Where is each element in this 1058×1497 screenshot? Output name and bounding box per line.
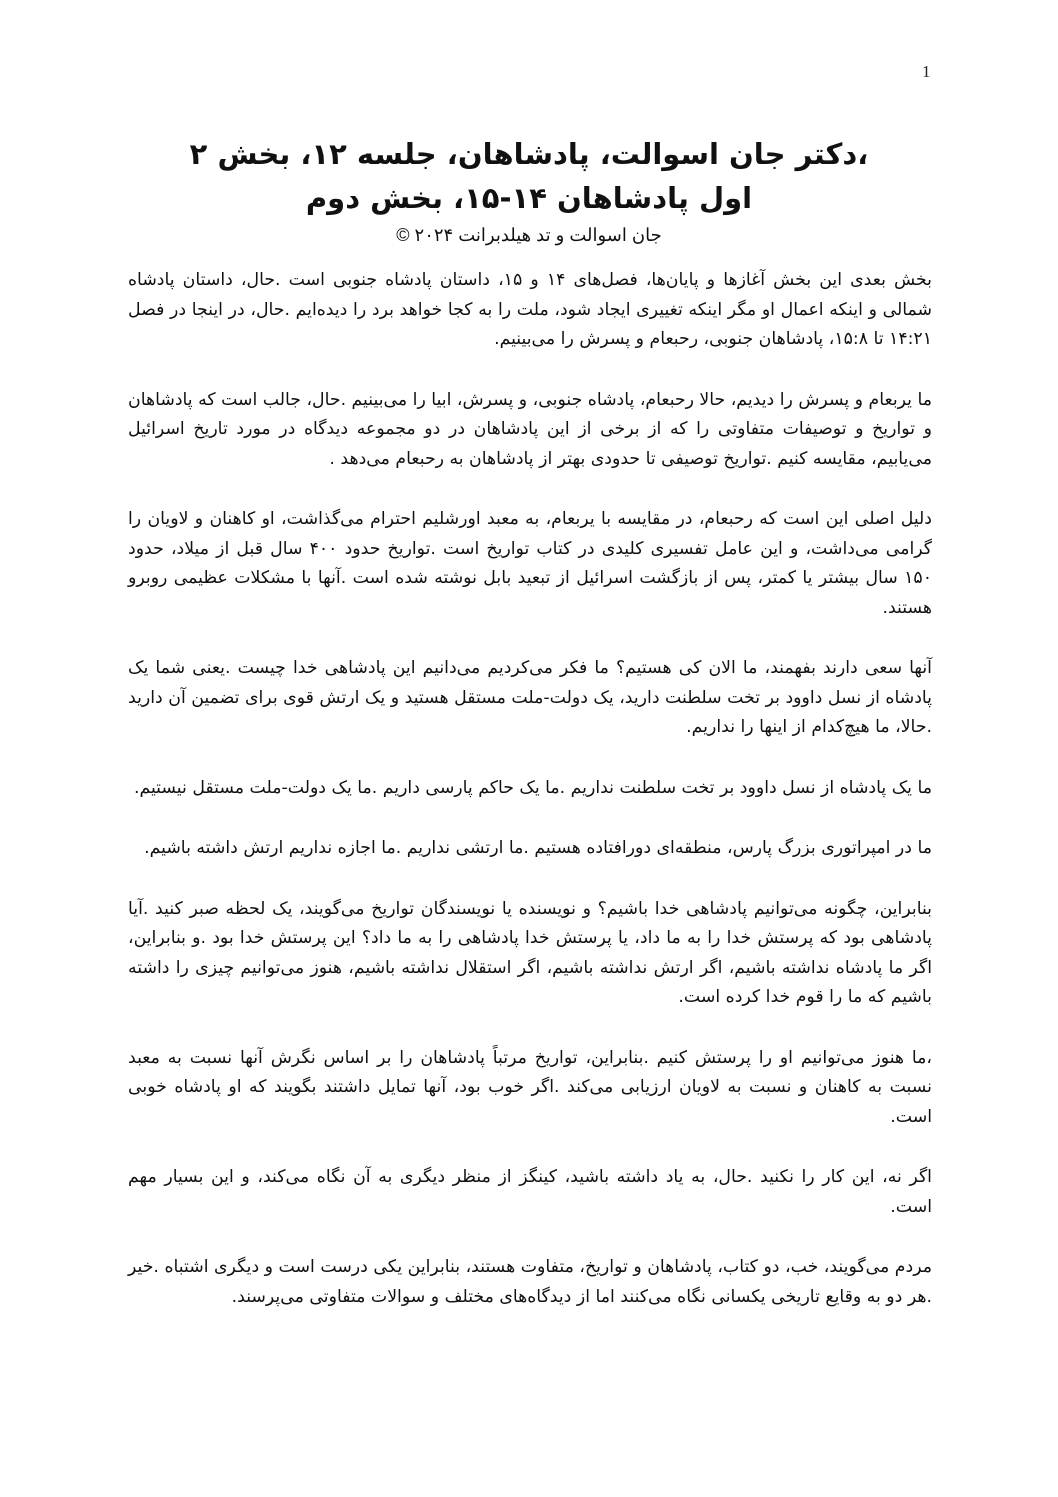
paragraph: ما یک پادشاه از نسل داوود بر تخت سلطنت نداریم .ما یک حاکم پارسی داریم .ما یک دولت-ملت مستقل نیستیم. (133, 777, 932, 798)
copyright-line: جان اسوالت و تد هیلدبرانت ۲۰۲۴ © (396, 225, 662, 245)
document-header (120, 132, 938, 250)
paragraph: بخش بعدی این بخش آغازها و پایان‌ها، فصل‌های ۱۴ و ۱۵، داستان پادشاه جنوبی است .حال، داستان پادشاه شمالی و اینکه اعمال او مگر اینکه تغییری ایجاد شود، ملت را به کجا خواهد برد را دیده‌ایم .حال، در اینجا در فصل ۱۴:۲۱ تا ۱۵:۸، پادشاهان جنوبی، رحبعام و پسرش را می‌بینیم. (128, 270, 932, 349)
paragraph: ما یربعام و پسرش را دیدیم، حالا رحبعام، پادشاه جنوبی، و پسرش، ابیا را می‌بینیم .حال، جالب است که پادشاهان و تواریخ و توصیفات متفاوتی را که از برخی از این پادشاهان در دو مجموعه دیدگاه در مورد تاریخ اسرائیل می‌یابیم، مقایسه کنیم .تواریخ توصیفی تا حدودی بهتر از پادشاهان به رحبعام می‌دهد . (128, 389, 932, 469)
paragraph: مردم می‌گویند، خب، دو کتاب، پادشاهان و تواریخ، متفاوت هستند، بنابراین یکی درست است و دیگری اشتباه .خیر .هر دو به وقایع تاریخی یکسانی نگاه می‌کنند اما از دیدگاه‌های مختلف و سوالات متفاوتی می‌پرسند. (128, 1257, 932, 1307)
title-line-2: اول پادشاهان ۱۴-۱۵، بخش دوم (305, 181, 753, 215)
page-number: 1 (922, 62, 931, 81)
title-line-1: ،دکتر جان اسوالت، پادشاهان، جلسه ۱۲، بخش ۲ (189, 137, 869, 171)
paragraph: ما در امپراتوری بزرگ پارس، منطقه‌ای دورافتاده هستیم .ما ارتشی نداریم .ما اجازه نداریم ارتش داشته باشیم. (144, 838, 932, 858)
document-body (128, 266, 932, 1343)
paragraph: اگر نه، این کار را نکنید .حال، به یاد داشته باشید، کینگز از منظر دیگری به آن نگاه می‌کند، و این بسیار مهم است. (128, 1167, 932, 1217)
paragraph: دلیل اصلی این است که رحبعام، در مقایسه با یربعام، به معبد اورشلیم احترام می‌گذاشت، او کاهنان و لاویان را گرامی می‌داشت، و این عامل تفسیری کلیدی در کتاب تواریخ است .تواریخ حدود ۴۰۰ سال قبل از میلاد، حدود ۱۵۰ سال بیشتر یا کمتر، پس از بازگشت اسرائیل از تبعید بابل نوشته شده است .آنها با مشکلات عظیمی روبرو هستند. (128, 509, 933, 618)
paragraph: ،ما هنوز می‌توانیم او را پرستش کنیم .بنابراین، تواریخ مرتباً پادشاهان را بر اساس نگرش آنها نسبت به معبد نسبت به کاهنان و نسبت به لاویان ارزیابی می‌کند .اگر خوب بود، آنها تمایل داشتند بگویند که او پادشاه خوبی است. (128, 1047, 932, 1127)
paragraph: بنابراین، چگونه می‌توانیم پادشاهی خدا باشیم؟ و نویسنده یا نویسندگان تواریخ می‌گویند، یک لحظه صبر کنید .آیا پادشاهی بود که پرستش خدا را به ما داد، یا پرستش خدا پادشاهی را به ما داد؟ این پرستش خدا بود .و بنابراین، اگر ما پادشاه نداشته باشیم، اگر ارتش نداشته باشیم، اگر استقلال نداشته باشیم، هنوز می‌توانیم چیزی را داشته باشیم که ما را قوم خدا کرده است. (128, 898, 932, 1007)
paragraph: آنها سعی دارند بفهمند، ما الان کی هستیم؟ ما فکر می‌کردیم می‌دانیم این پادشاهی خدا چیست .یعنی شما یک پادشاه از نسل داوود بر تخت سلطنت دارید، یک دولت-ملت مستقل هستید و یک ارتش قوی برای تضمین آن دارید .حالا، ما هیچ‌کدام از اینها را نداریم. (128, 658, 932, 737)
